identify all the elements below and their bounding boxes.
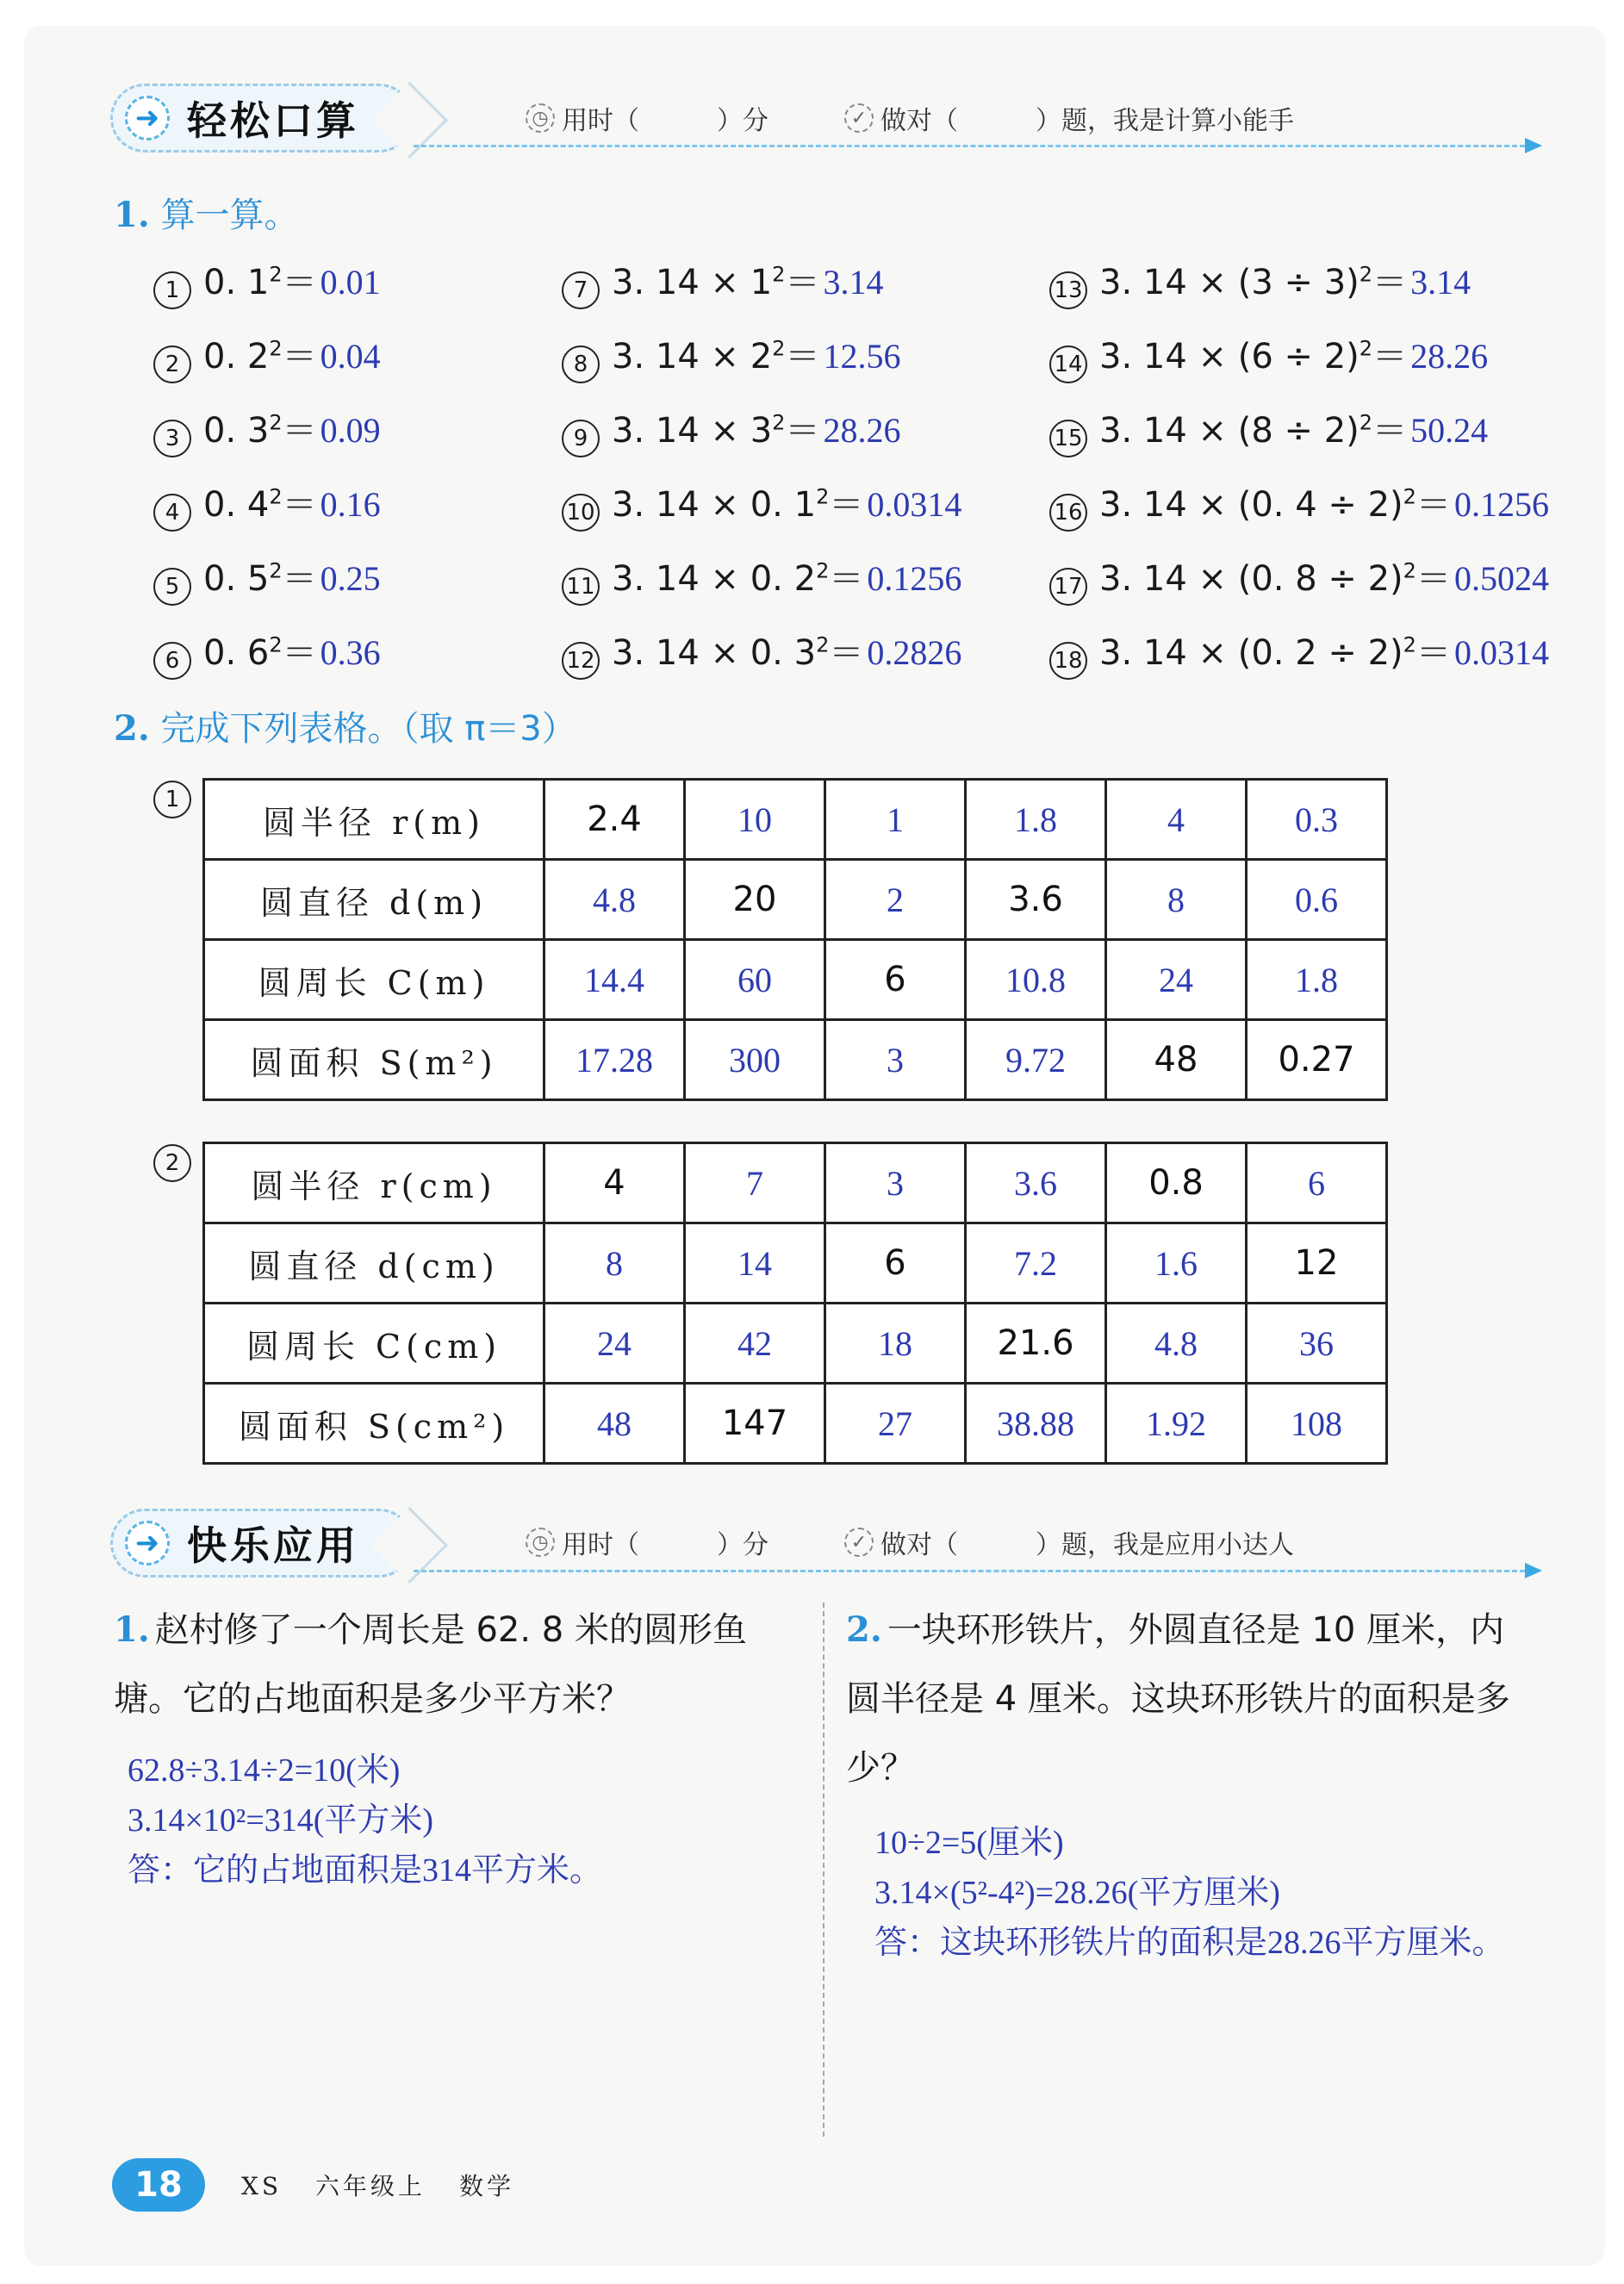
calc-item [153,625,381,676]
calc-answer: 50.24 [1410,411,1489,450]
section-header-application [110,1504,414,1582]
circle-table-centimeters [202,1142,1388,1465]
solution-2 [874,1818,1505,1968]
calc-item [562,255,883,306]
calc-expression: 0. $2^2=$ [203,336,317,377]
correct-count-label: ✓ 做对（ ）题，我是计算小能手 [844,99,1294,137]
item-number: 16 [1049,494,1087,532]
calc-item [153,255,381,306]
calc-item [153,329,381,380]
calc-answer: 3.14 [1410,263,1472,302]
table-row [204,1143,1387,1223]
answer-cell: 60 [685,940,825,1020]
calc-expression: 0. $6^2=$ [203,632,317,673]
calc-item [1049,625,1549,676]
given-value-cell: 20 [685,860,825,940]
answer-cell: 4.8 [544,860,685,940]
row-label: 圆半径 r(cm) [204,1143,544,1223]
table-row [204,860,1387,940]
calc-answer: 0.5024 [1453,559,1549,598]
answer-cell: 27 [825,1384,966,1464]
header-divider [414,1570,1525,1572]
answer-cell: 36 [1247,1304,1387,1384]
table-row [204,1304,1387,1384]
answer-cell: 24 [544,1304,685,1384]
item-number: 3 [153,420,191,457]
thumbs-up-icon: ✓ [844,103,874,133]
item-number: 1 [153,271,191,309]
question-2-heading: 2. 完成下列表格。（取 π＝3） [114,708,576,749]
calc-answer: 0.1256 [867,559,962,598]
page-footer [112,2158,537,2212]
item-number: 15 [1049,420,1087,457]
answer-cell: 10.8 [966,940,1106,1020]
answer-cell: 38.88 [966,1384,1106,1464]
row-label: 圆半径 r(m) [204,780,544,860]
answer-cell: 42 [685,1304,825,1384]
item-number: 14 [1049,345,1087,383]
given-value-cell: 12 [1247,1223,1387,1304]
answer-cell: 3 [825,1020,966,1100]
calc-expression: 3. $14 \times (8 \div 2)^2=$ [1099,410,1408,451]
application-problem-2: 2. 一块环形铁片，外圆直径是 10 厘米，内圆半径是 4 厘米。这块环形铁片的面积是多少？ [846,1609,1510,1788]
answer-cell: 1.8 [1247,940,1387,1020]
calc-item [1049,551,1549,602]
calc-expression: 3. $14 \times (3 \div 3)^2=$ [1099,262,1408,302]
row-label: 圆直径 d(m) [204,860,544,940]
section-badge [110,84,414,152]
clock-icon: ◷ [526,103,555,133]
answer-cell: 14.4 [544,940,685,1020]
time-spent-label: ◷ 用时（ ）分 [526,99,768,137]
item-number: 7 [562,271,600,309]
table-1-marker: 1 [153,781,191,818]
calc-expression: 3. 14 × 0. $3^2=$ [612,632,864,673]
calc-item [1049,477,1549,528]
divider-arrow-icon [1525,1563,1542,1578]
calc-item [1049,255,1471,306]
row-label: 圆面积 S(m²) [204,1020,544,1100]
answer-cell: 8 [1106,860,1247,940]
answer-cell: 1.92 [1106,1384,1247,1464]
table-row [204,940,1387,1020]
question-1-heading: 1. 算一算。 [114,195,299,235]
item-number: 6 [153,642,191,680]
arrow-right-icon: ➜ [125,96,170,140]
answer-cell: 48 [544,1384,685,1464]
row-label: 圆周长 C(m) [204,940,544,1020]
answer-cell: 14 [685,1223,825,1304]
calc-item [1049,403,1488,454]
calc-answer: 12.56 [823,337,901,376]
page-number: 18 [112,2158,205,2212]
footer-subject: 数学 [458,2172,514,2200]
answer-cell: 1 [825,780,966,860]
correct-count-label: ✓ 做对（ ）题，我是应用小达人 [844,1523,1294,1561]
calc-answer: 3.14 [823,263,884,302]
solution-1 [128,1746,602,1895]
calc-answer: 0.0314 [1453,633,1549,672]
answer-cell: 7 [685,1143,825,1223]
item-number: 9 [562,420,600,457]
section-title: 轻松口算 [187,97,359,144]
calc-expression: 0. $1^2=$ [203,262,317,302]
calc-expression: 3. 14 × (0. 8 ÷ 2)$^2$＝ [1099,558,1451,599]
circle-table-meters [202,778,1388,1101]
calc-answer: 0.1256 [1453,485,1549,524]
answer-cell: 8 [544,1223,685,1304]
table-row [204,780,1387,860]
answer-cell: 10 [685,780,825,860]
solution-line: 62.8÷3.14÷2=10(米) [128,1752,401,1789]
given-value-cell: 4 [544,1143,685,1223]
given-value-cell: 21.6 [966,1304,1106,1384]
section-header-mental-math [110,79,414,157]
given-value-cell: 0.8 [1106,1143,1247,1223]
answer-cell: 24 [1106,940,1247,1020]
item-number: 2 [153,345,191,383]
calc-answer: 0.04 [320,337,381,376]
solution-line: 答：这块环形铁片的面积是28.26平方厘米。 [874,1925,1505,1961]
calc-expression: 0. $4^2=$ [203,484,317,525]
solution-line: 3.14×(5²-4²)=28.26(平方厘米) [874,1875,1280,1911]
footer-info [241,2168,537,2202]
answer-cell: 1.8 [966,780,1106,860]
section-title: 快乐应用 [187,1522,359,1569]
given-value-cell: 0.27 [1247,1020,1387,1100]
calc-answer: 0.16 [320,485,381,524]
item-number: 4 [153,494,191,532]
item-number: 18 [1049,642,1087,680]
calc-answer: 0.2826 [867,633,962,672]
given-value-cell: 147 [685,1384,825,1464]
given-value-cell: 48 [1106,1020,1247,1100]
clock-icon: ◷ [526,1528,555,1557]
calc-item [153,477,381,528]
calc-expression: 0. $5^2=$ [203,558,317,599]
given-value-cell: 3.6 [966,860,1106,940]
given-value-cell: 2.4 [544,780,685,860]
item-number: 17 [1049,568,1087,606]
calc-expression: 3. $14 \times 3^2=$ [612,410,820,451]
calc-item [562,329,900,380]
calc-expression: 3. $14 \times (6 \div 2)^2=$ [1099,336,1408,377]
calc-item [562,551,961,602]
row-label: 圆周长 C(cm) [204,1304,544,1384]
calc-answer: 0.25 [320,559,381,598]
calc-item [562,477,961,528]
calc-expression: 3. 14 × 0. $1^2=$ [612,484,864,525]
calc-answer: 0.01 [320,263,381,302]
application-problem-1: 1. 赵村修了一个周长是 62. 8 米的圆形鱼塘。它的占地面积是多少平方米？ [114,1609,747,1719]
calc-answer: 28.26 [1410,337,1489,376]
calc-expression: 3. $14 \times 2^2=$ [612,336,820,377]
divider-arrow-icon [1525,138,1542,153]
calc-item [562,403,900,454]
item-number: 5 [153,568,191,606]
item-number: 12 [562,642,600,680]
calc-expression: 3. $14 \times 1^2=$ [612,262,820,302]
footer-code: XS [241,2172,283,2200]
column-divider [823,1603,824,2137]
table-row [204,1020,1387,1100]
item-number: 11 [562,568,600,606]
calc-answer: 0.36 [320,633,381,672]
answer-cell: 6 [1247,1143,1387,1223]
answer-cell: 300 [685,1020,825,1100]
given-value-cell: 6 [825,1223,966,1304]
calc-expression: 3. 14 × (0. 4 ÷ 2)$^2$＝ [1099,484,1451,525]
item-number: 10 [562,494,600,532]
arrow-right-icon: ➜ [125,1521,170,1565]
table-row [204,1223,1387,1304]
calc-expression: 3. 14 × 0. $2^2=$ [612,558,864,599]
answer-cell: 1.6 [1106,1223,1247,1304]
solution-line: 3.14×10²=314(平方米) [128,1802,434,1839]
item-number: 8 [562,345,600,383]
section-badge [110,1509,414,1578]
answer-cell: 4.8 [1106,1304,1247,1384]
time-spent-label: ◷ 用时（ ）分 [526,1523,768,1561]
calc-expression: 0. $3^2=$ [203,410,317,451]
row-label: 圆面积 S(cm²) [204,1384,544,1464]
given-value-cell: 6 [825,940,966,1020]
answer-cell: 3.6 [966,1143,1106,1223]
answer-cell: 7.2 [966,1223,1106,1304]
answer-cell: 0.3 [1247,780,1387,860]
table-2-marker: 2 [153,1144,191,1182]
header-divider [414,145,1525,147]
calc-item [153,551,381,602]
calc-answer: 0.0314 [867,485,962,524]
answer-cell: 108 [1247,1384,1387,1464]
answer-cell: 18 [825,1304,966,1384]
calc-item [153,403,381,454]
answer-cell: 4 [1106,780,1247,860]
solution-line: 答：它的占地面积是314平方米。 [128,1852,603,1889]
row-label: 圆直径 d(cm) [204,1223,544,1304]
answer-cell: 2 [825,860,966,940]
calc-expression: 3. 14 × (0. 2 ÷ 2)$^2$＝ [1099,632,1451,673]
answer-cell: 0.6 [1247,860,1387,940]
solution-line: 10÷2=5(厘米) [874,1825,1064,1861]
thumbs-up-icon: ✓ [844,1528,874,1557]
calc-answer: 28.26 [823,411,901,450]
table-row [204,1384,1387,1464]
answer-cell: 17.28 [544,1020,685,1100]
calc-answer: 0.09 [320,411,381,450]
item-number: 13 [1049,271,1087,309]
answer-cell: 9.72 [966,1020,1106,1100]
footer-grade: 六年级上 [315,2172,426,2200]
answer-cell: 3 [825,1143,966,1223]
calc-item [1049,329,1488,380]
calc-item [562,625,961,676]
